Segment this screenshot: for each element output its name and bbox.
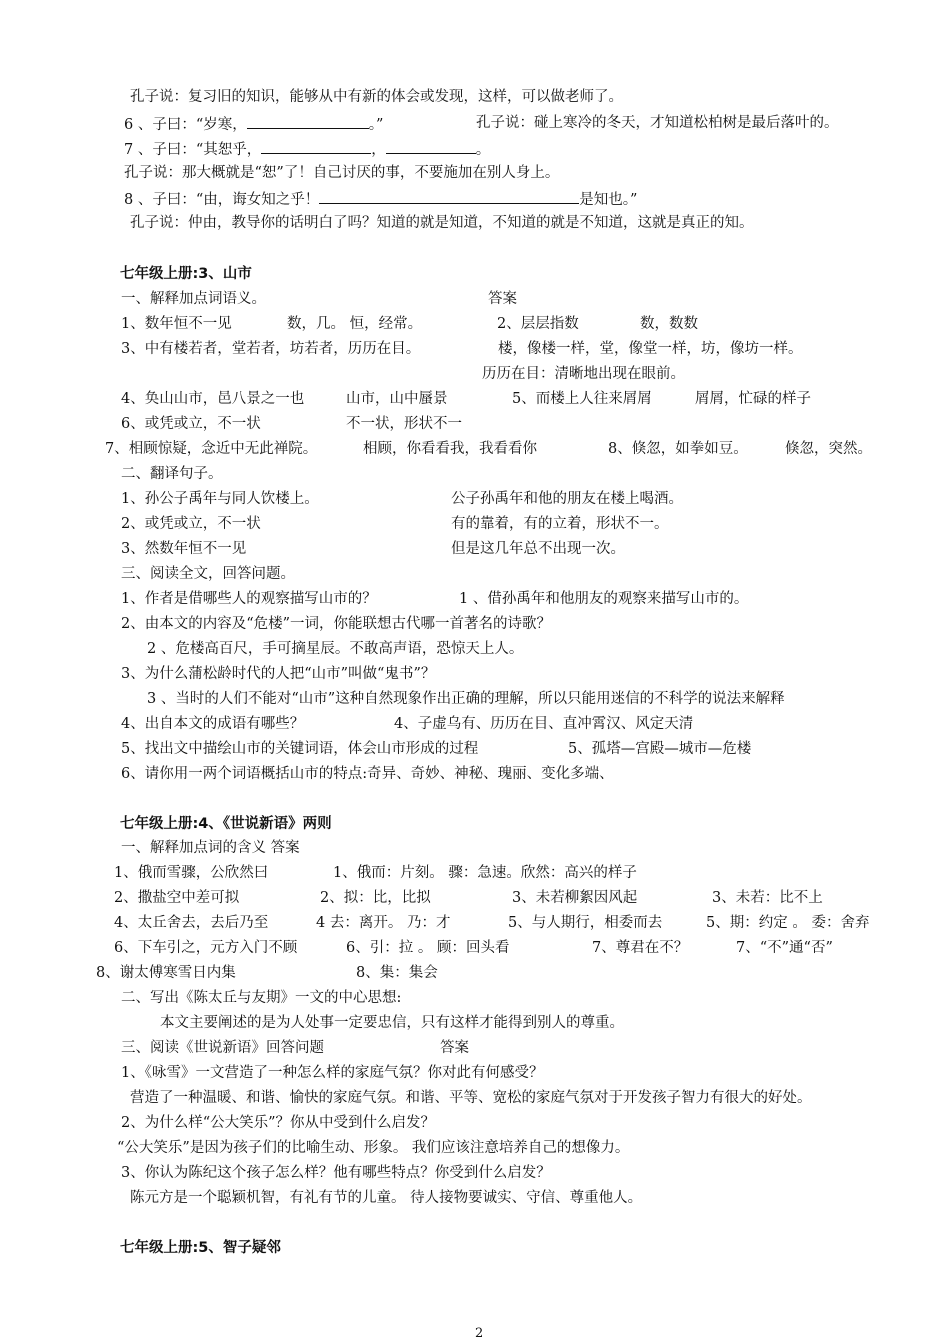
answer-text: 2、拟：比，比拟 <box>320 890 431 906</box>
question-text: 是知也。” <box>579 192 638 208</box>
answer-text: 7、“不”通“否” <box>736 940 833 956</box>
fill-blank[interactable] <box>386 139 476 154</box>
question-text: 3、然数年恒不一见 <box>121 541 247 557</box>
answer-text: 倏忽，突然。 <box>785 441 872 457</box>
answer-text: 公子孙禹年和他的朋友在楼上喝酒。 <box>451 491 683 507</box>
answer-text: 1、俄而：片刻。 骤：急速。欣然：高兴的样子 <box>333 865 637 881</box>
question-text: 8 、子曰：“由，诲女知之乎！ <box>124 192 320 208</box>
question-line <box>124 114 383 134</box>
answer-text: 5、孤塔—宫殿—城市—危楼 <box>568 741 752 757</box>
question-text: 7、相顾惊疑，念近中无此禅院。 <box>105 441 318 457</box>
answer-text: 3、未若：比不上 <box>712 890 823 906</box>
answer-line: 孔子说：碰上寒冷的冬天，才知道松柏树是最后落叶的。 <box>476 115 839 131</box>
answer-text: 有的靠着，有的立着，形状不一。 <box>451 516 669 532</box>
question-text: 3、中有楼若者，堂若者，坊若者，历历在目。 <box>121 341 421 357</box>
answer-text: 1 、借孙禹年和他朋友的观察来描写山市的。 <box>459 591 749 607</box>
question-text: 1、俄而雪骤，公欣然曰 <box>114 865 269 881</box>
question-text: 1、数年恒不一见 <box>121 316 232 332</box>
answer-text: 山市，山中蜃景 <box>346 391 448 407</box>
answer-label: 答案 <box>440 1040 469 1056</box>
fill-blank[interactable] <box>261 139 371 154</box>
question-text: 1、孙公子禹年与同人饮楼上。 <box>121 491 319 507</box>
question-text: 4、太丘舍去，去后乃至 <box>114 915 269 931</box>
question-text: 2、层层指数 <box>497 316 579 332</box>
answer-text: 8、集：集会 <box>356 965 438 981</box>
answer-text: 数，几。 恒，经常。 <box>287 316 423 332</box>
answer-text: 但是这几年总不出现一次。 <box>451 541 625 557</box>
question-text: 6、或凭或立，不一状 <box>121 416 261 432</box>
question-text: 5、找出文中描绘山市的关键词语，体会山市形成的过程 <box>121 741 479 757</box>
question-text: 6、下车引之，元方入门不顾 <box>114 940 298 956</box>
question-text: 6 、子曰：“岁寒， <box>124 117 247 133</box>
answer-text: 楼，像楼一样，堂，像堂一样，坊，像坊一样。 <box>498 341 803 357</box>
subheading: 一、解释加点词的含义 答案 <box>121 840 300 856</box>
answer-text: 屑屑，忙碌的样子 <box>695 391 811 407</box>
subheading: 一、解释加点词语义。 <box>121 291 266 307</box>
answer-text: 历历在目：清晰地出现在眼前。 <box>482 366 685 382</box>
text-line: 孔子说：那大概就是“恕”了！自己讨厌的事，不要施加在别人身上。 <box>124 165 560 181</box>
question-text: 4、出自本文的成语有哪些？ <box>121 716 305 732</box>
question-text: 3、你认为陈纪这个孩子怎么样？他有哪些特点？你受到什么启发？ <box>121 1165 551 1181</box>
subheading: 二、写出《陈太丘与友期》一文的中心思想: <box>121 990 402 1006</box>
answer-text: 4、子虚乌有、历历在目、直冲霄汉、风定天清 <box>394 716 694 732</box>
question-text: 1、《咏雪》一文营造了一种怎么样的家庭气氛？你对此有何感受？ <box>121 1065 544 1081</box>
answer-text: “公大笑乐”是因为孩子们的比喻生动、形象。 我们应该注意培养自己的想像力。 <box>117 1140 630 1156</box>
section-title: 七年级上册:3、山市 <box>120 266 252 282</box>
question-text: ， <box>371 142 386 158</box>
answer-text: 本文主要阐述的是为人处事一定要忠信，只有这样才能得到别人的尊重。 <box>160 1015 624 1031</box>
question-text: 1、作者是借哪些人的观察描写山市的？ <box>121 591 377 607</box>
question-text: 7 、子曰：“其恕乎， <box>124 142 262 158</box>
question-line <box>124 189 637 209</box>
question-text: 。 <box>475 142 491 158</box>
subheading: 三、阅读全文，回答问题。 <box>121 566 295 582</box>
section-title: 七年级上册:5、智子疑邻 <box>120 1240 281 1256</box>
question-line <box>124 139 490 159</box>
answer-text: 5、期：约定 。 委：舍弃 <box>706 915 870 931</box>
question-text: 3、为什么蒲松龄时代的人把“山市”叫做“鬼书”？ <box>121 666 436 682</box>
answer-text: 营造了一种温暖、和谐、愉快的家庭气氛。和谐、平等、宽松的家庭气氛对于开发孩子智力有很大的好处。 <box>130 1090 812 1106</box>
answer-text: 数，数数 <box>640 316 698 332</box>
answer-label: 答案 <box>488 291 517 307</box>
subheading: 二、翻译句子。 <box>121 466 223 482</box>
subheading: 三、阅读《世说新语》回答问题 <box>121 1040 324 1056</box>
question-text: 2、撒盐空中差可拟 <box>114 890 240 906</box>
fill-blank[interactable] <box>247 114 369 129</box>
text-line: 孔子说：仲由，教导你的话明白了吗？知道的就是知道，不知道的就是不知道，这就是真正的知。 <box>130 215 754 231</box>
text-line: 孔子说：复习旧的知识，能够从中有新的体会或发现，这样，可以做老师了。 <box>130 89 623 105</box>
question-text: 5、与人期行，相委而去 <box>508 915 663 931</box>
answer-text: 3 、当时的人们不能对“山市”这种自然现象作出正确的理解，所以只能用迷信的不科学的说法来解释 <box>147 691 785 707</box>
fill-blank[interactable] <box>319 189 579 204</box>
answer-text: 2 、危楼高百尺，手可摘星辰。不敢高声语，恐惊天上人。 <box>147 641 524 657</box>
answer-text: 不一状，形状不一 <box>346 416 462 432</box>
question-text: 8、谢太傅寒雪日内集 <box>96 965 236 981</box>
question-text: 2、为什么样“公大笑乐”？你从中受到什么启发？ <box>121 1115 436 1131</box>
answer-text: 陈元方是一个聪颖机智，有礼有节的儿童。 待人接物要诚实、守信、尊重他人。 <box>130 1190 643 1206</box>
question-text: 7、尊君在不？ <box>592 940 689 956</box>
question-text: 5、而楼上人往来屑屑 <box>512 391 652 407</box>
question-text: 4、奂山山市，邑八景之一也 <box>121 391 305 407</box>
answer-text: 4 去：离开。 乃：才 <box>316 915 451 931</box>
page-number: 2 <box>475 1326 484 1341</box>
question-text: 3、未若柳絮因风起 <box>512 890 638 906</box>
question-text: 2、或凭或立，不一状 <box>121 516 261 532</box>
question-text: 。” <box>368 117 384 133</box>
question-text: 8、倏忽，如拳如豆。 <box>608 441 748 457</box>
answer-text: 相顾，你看看我，我看看你 <box>363 441 537 457</box>
section-title: 七年级上册:4、《世说新语》两则 <box>120 816 332 832</box>
answer-text: 6、引：拉 。 顾：回头看 <box>346 940 510 956</box>
question-text: 2、由本文的内容及“危楼”一词，你能联想古代哪一首著名的诗歌？ <box>121 616 552 632</box>
question-text: 6、请你用一两个词语概括山市的特点:奇异、奇妙、神秘、瑰丽、变化多端、 <box>121 766 614 782</box>
